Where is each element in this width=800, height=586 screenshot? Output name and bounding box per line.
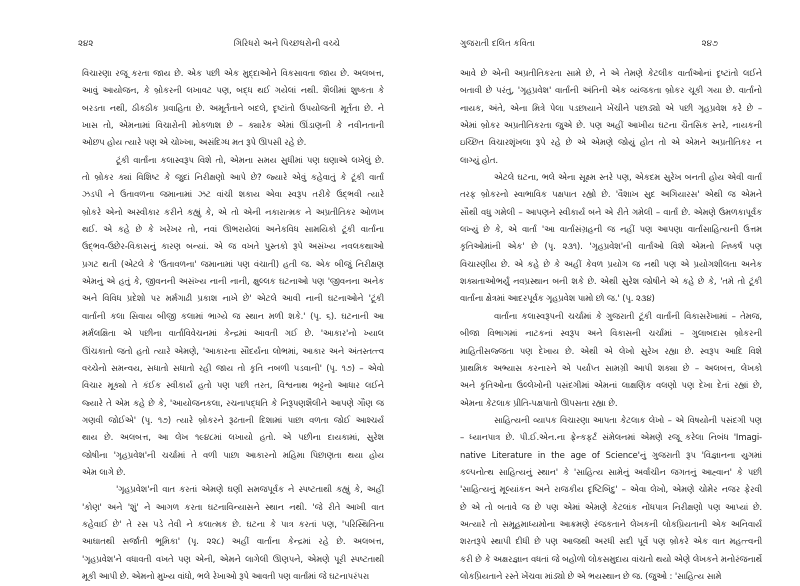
text-line: છે એ તો બતાવે જ છે પણ એમાં એમણે કેટલાંક નોંધપાત્ર નિરીક્ષણો પણ આપ્યાં છે.	[460, 502, 762, 513]
text-line: – ધ્યાનપાત્ર છે. પી.ઈ.એન.ના ફ્રેન્કફર્ટ સંમેલનમાં એમણે રજૂ કરેલા નિબંધ 'Imagi-	[460, 433, 762, 444]
text-line: ગણવી જોઈએ' (પૃ. ૧૭) ત્યારે બ્રોકરને રૂઢતાની દિશામાં પાછા વળતા જોઈ આશ્ચર્ય	[82, 415, 384, 426]
text-line: વિચાર મૂક્યો તે કંઈક સ્વીકાર્ય હતો પણ પછી તરત, વિશ્વનાથ ભટ્ટનો આધાર લઈને	[82, 381, 384, 392]
text-line: બીજા વિભાગમાં નાટકનાં સ્વરૂપ અને વિકાસની ચર્ચામાં – ગુલાબદાસ બ્રોકરની	[460, 329, 762, 340]
text-line: અને કૃતિઓના ઉલ્લેખોની પસંદગીમાં એમનાં લાક્ષણિક વલણો પણ દેખા દેતાં રહ્યાં છે,	[460, 381, 762, 392]
text-line: 'કોણ' અને 'શું' ને આગળ કરતા ઘટનાવિન્યાસને સ્થાન નથી. 'જે રીતે આખી વાત	[82, 502, 384, 513]
text-line: સૌથી વધુ ગમેલી – આપણને સ્વીકાર્ય બને એ રીતે ગમેલી – વાર્તા છે. એમણે ઉમળકાપૂર્વક	[460, 207, 762, 218]
text-line: એટલે ઘટના, ભલે એના સૂક્ષ્મ સ્તરે પણ, એકદમ સુરેખ બનતી હોય એવી વાર્તા	[494, 173, 762, 184]
text-line: અત્યારે તો સમૂહમાધ્યમોના આક્રમણે રંજકતાને લેખકની લોકપ્રિયતાની એક અનિવાર્ય	[460, 519, 762, 530]
text-line: 'ગૃહપ્રવેશ'ને વધાવતી વખતે પણ એની, એમને લાગેલી ઊણપને, એમણે પૂરી સ્પષ્ટતાથી	[82, 554, 384, 565]
text-line: મર્મલક્ષિતા એ પછીના વાર્તાવિવેચનમાં કેન્દ્રમાં આવતી ગઈ છે. 'આકાર'નો ખ્યાલ	[82, 329, 384, 340]
text-line: બ્રોકરે એનો અસ્વીકાર કરીને કહ્યું કે, એ તો એની નકારાત્મક ને અપ્રતીતિકર ઓળખ	[82, 207, 384, 218]
page-number: ૨૪૭	[701, 39, 718, 49]
text-line: પ્રાથમિક અભ્યાસ કરનારને એ પર્યાપ્ત સામગ્રી આપી શક્યા છે – અલબત્ત, લેખકો	[460, 363, 762, 374]
text-line: ટૂંકી વાર્તાના કલાસ્વરૂપ વિશે તો, એમના સમય સુધીમાં પણ ઘણાએ લખેલું છે.	[116, 155, 384, 166]
text-line: જોષીના 'ગૃહપ્રવેશ'ની ચર્ચામાં તે વળી પાછા આકારનો મહિમા પિછાણતા થયા હોય	[82, 450, 384, 461]
text-line: ઓછપ હોય ત્યારે પણ એ ચોખ્ખા, અસંદિગ્ધ મત રૂપે ઊપસી રહે છે.	[82, 138, 307, 149]
text-line: બતાવી છે પરંતુ, 'ગૃહપ્રવેશ' વાર્તાની અંતિની એક વ્યંજકતા બ્રોકર ચૂકી ગયા છે. વાર્તાનો	[460, 86, 762, 97]
text-line: એમના કેટલાક પ્રીતિ-પક્ષપાતો ઊપસતા રહ્યા છે.	[460, 398, 618, 409]
text-line: શક્યતાઓભર્યું નવપ્રસ્થાન બની શકે છે. એથી સુરેશ જોષીને એ કહે છે કે, 'તમે તો ટૂંકી	[460, 277, 762, 288]
running-head-title: ગિરિધરો અને પિચ્છધરોની વચ્ચે	[233, 39, 340, 49]
text-line: વિચારણા રજૂ કરતા જાય છે. એક પછી એક મુદ્દાઓને વિકસાવતા જાય છે. અલબત્ત,	[82, 69, 384, 79]
text-line: વચ્ચેનો સમન્વય, સધાતો સધાતો રહી જાય તો કૃતિ નબળી પડવાની' (પૃ. ૧૭) – એવો	[82, 363, 384, 374]
text-line: જ્યારે તે એમ કહે છે કે, 'આયોજનકલા, રચનાપદ્ધતિ કે નિરૂપણશૈલીને આપણે ગૌણ જ	[82, 398, 384, 409]
left-page	[0, 0, 400, 582]
running-head-title: ગુજરાતી દલિત કવિતા	[460, 39, 535, 49]
text-line: આવે છે એની અપ્રતીતિકરતા સામે છે, ને એ તેમણે કેટલીક વાર્તાઓનાં દૃષ્ટાંતો લઈને	[460, 69, 762, 79]
right-page	[400, 0, 800, 582]
text-line: ઉદ્ભવ-ઉછેર-વિકાસનું કારણ બન્યાં. એ જ વખતે પુસ્તકો રૂપે અસંખ્ય નવલકથાઓ	[82, 242, 384, 253]
text-line: 'ગૃહપ્રવેશ'ની વાત કરતાં એમણે ઘણી સમજપૂર્વક ને સ્પષ્ટતાથી કહ્યું કે, અહીં	[116, 485, 384, 496]
text-line: કરી છે કે અક્ષરજ્ઞાન વધતાં જે બહોળો લોકસમુદાય વાંચતો થયો એણે લેખકને મનોરંજનાર્થે	[460, 554, 762, 565]
text-line: બરડતા નથી, ઠીકઠીક પ્રવાહિતા છે. અમૂર્તતાને બદલે, દૃષ્ટાંતો ઉપયોજતી મૂર્તતા છે. ને	[82, 103, 384, 114]
text-line: native Literature in the age of Science'નું ગુજરાતી રૂપ 'વિજ્ઞાનના યુગમાં	[460, 450, 762, 461]
text-line: કહેવાઈ છે' તે રસ પડે તેવી ને કલાત્મક છે. ઘટના કે પાત્ર કરતાં પણ, 'પરિસ્થિતિના	[82, 519, 384, 530]
text-line: લખ્યું છે કે, એ વાર્તા 'આ વાર્તાસંગ્રહની જ નહીં પણ આપણા વાર્તાસાહિત્યની ઉત્તમ	[460, 225, 762, 236]
text-line: લાગ્યું હોત.	[460, 155, 498, 166]
text-line: આવું આયોજન, કે બ્રોકરની લખાવટ પણ, બદ્ધ થઈ ગયેલાં નથી. શૈલીમાં શુષ્કતા કે	[82, 86, 384, 97]
text-line: ખાસ તો, એમનામાં વિચારોની મોકળાશ છે – ક્યારેક એમાં ઊંડાણની કે નવીનતાની	[82, 121, 384, 132]
text-line: વિચારણીય છે. એ કહે છે કે અહીં કેવળ પ્રયોગ જ નથી પણ એ પ્રયોગશીલતા અનેક	[460, 259, 762, 270]
text-line: થાય છે. અલબત્ત, આ લેખ ૧૯૪૮માં લખાયો હતો. એ પછીના દાયકામાં, સુરેશ	[82, 433, 384, 444]
page-body-text	[460, 66, 762, 586]
page-number: ૨૪૨	[78, 39, 94, 49]
text-line: તો બ્રોકર ક્યાં વિશિષ્ટ કે જુદાં નિરીક્ષણો આપે છે? જ્યારે એવું કહેવાતું કે ટૂંકી વાર્તા	[82, 173, 384, 184]
text-line: ઇચ્છિત વિચારશૃંખલા રૂપે રહે છે એ એમણે જોયું હોત તો એ એમને અપ્રતીતિકર ન	[460, 138, 762, 149]
text-line: વાર્તાના કલાસ્વરૂપની ચર્ચામાં કે ગુજરાતી ટૂંકી વાર્તાની વિકાસરેખામાં – તેમજ,	[494, 311, 762, 322]
text-line: એમાં બ્રોકર અપ્રતીતિકરતા જુએ છે. પણ અહીં આખીય ઘટના ચૈતસિક સ્તરે, નાયકની	[460, 121, 762, 132]
text-line: અને વિવિધ પ્રદેશો પર મર્મગાઢી પ્રકાશ નાખે છે' એટલે આવી નાની ઘટનાઓને 'ટૂંકી	[82, 294, 384, 305]
text-line: વાર્તાની કલા સિવાય બીજી કલામાં ભાગ્યે જ સ્થાન મળી શકે.' (પૃ. ૬). ઘટનાની આ	[82, 311, 384, 322]
text-line: ઊંચકાતો જતો હતો ત્યારે એમણે, 'આકારના સૌંદર્યના લોભમાં, આકાર અને અંતસ્તત્ત્વ	[82, 346, 384, 357]
text-line: ઝડપી ને ઉતાવળના જમાનામાં ઝટ વાંચી શકાય એવા સ્વરૂપ તરીકે ઉદ્ભવી ત્યારે	[82, 190, 384, 201]
text-line: લોકપ્રિયતાને રસ્તે ખેંચવા માંડ્યો છે એ ભયસ્થાન છે જ. (જુઓ : 'સાહિત્ય સામે	[460, 571, 722, 582]
text-line: માહિતીસજ્જતા પણ દેખાય છે. એથી એ લેખો સુરેખ રહ્યા છે. સ્વરૂપ આદિ વિશે	[460, 346, 762, 357]
text-line: કલ્પનોત્થ સાહિત્યનું સ્થાન' કે 'સાહિત્ય સામેનું અર્વાચીન જગતનું આહ્વાન' કે પછી	[460, 467, 762, 478]
text-line: મૂકી આપી છે. એમનો મુખ્ય વાંધો, ભલે રેખાઓ રૂપે આવતી પણ વાર્તામાં જે ઘટનાપરંપરા	[82, 571, 370, 582]
text-line: થઈ. એ કહે છે કે ખરેખર તો, નવાં ઊભરાયેલાં અનેકવિધ સામયિકો ટૂંકી વાર્તાના	[82, 225, 384, 236]
text-line: કૃતિઓમાંની એક' છે (પૃ. ૨૩૧). 'ગૃહપ્રવેશ'ની વાર્તાઓ વિશે એમનો નિષ્કર્ષ પણ	[460, 242, 762, 253]
text-line: એમ લાગે છે.	[82, 467, 126, 478]
text-line: 'સાહિત્યનું મૂલ્યાંકન અને રાજકીય દૃષ્ટિબિંદુ' – એવા લેખો, એમણે ચોમેર નજર ફેરવી	[460, 485, 762, 496]
page-body-text	[82, 66, 384, 586]
text-line: શરતરૂપે સ્થાપી દીધી છે પણ આજથી અરધી સદી પૂર્વે પણ બ્રોકરે એક વાત મહત્ત્વની	[460, 537, 762, 548]
text-line: પ્રગટ થતી (એટલે કે 'ઉતાવળના' જમાનામાં પણ વંચાતી) હતી જ. એક બીજું નિરીક્ષણ	[82, 259, 384, 270]
text-line: આઘાતથી સર્જાતી ભૂમિકા' (પૃ. ૨૨૮) અહીં વાર્તાના કેન્દ્રમાં રહે છે. અલબત્ત,	[82, 537, 384, 548]
text-line: સાહિત્યની વ્યાપક વિચારણા આપતા કેટલાક લેખો – એ વિષયોની પસંદગી પણ	[494, 415, 762, 426]
text-line: નાયક, અંતે, એના મિત્રે પેલા પડછાયાને ખેંચીને પછાડ્યો એ પછી ગૃહપ્રવેશ કરે છે –	[460, 103, 762, 114]
text-line: તરફ બ્રોકરનો સ્વાભાવિક પક્ષપાત રહ્યો છે. 'વૈશાખ સુદ અગિયારસ' એથી જ એમને	[460, 190, 762, 201]
text-line: વાર્તાના ક્ષેત્રમાં આદરપૂર્વક ગૃહપ્રવેશ પામો છો જ.' (પૃ. ૨૩૪)	[460, 294, 655, 305]
text-line: એમનું એ હતું કે, જીવનની અસંખ્ય નાની નાની, ક્ષુલ્લક ઘટનાઓ પણ 'જીવનના અનેક	[82, 277, 384, 288]
